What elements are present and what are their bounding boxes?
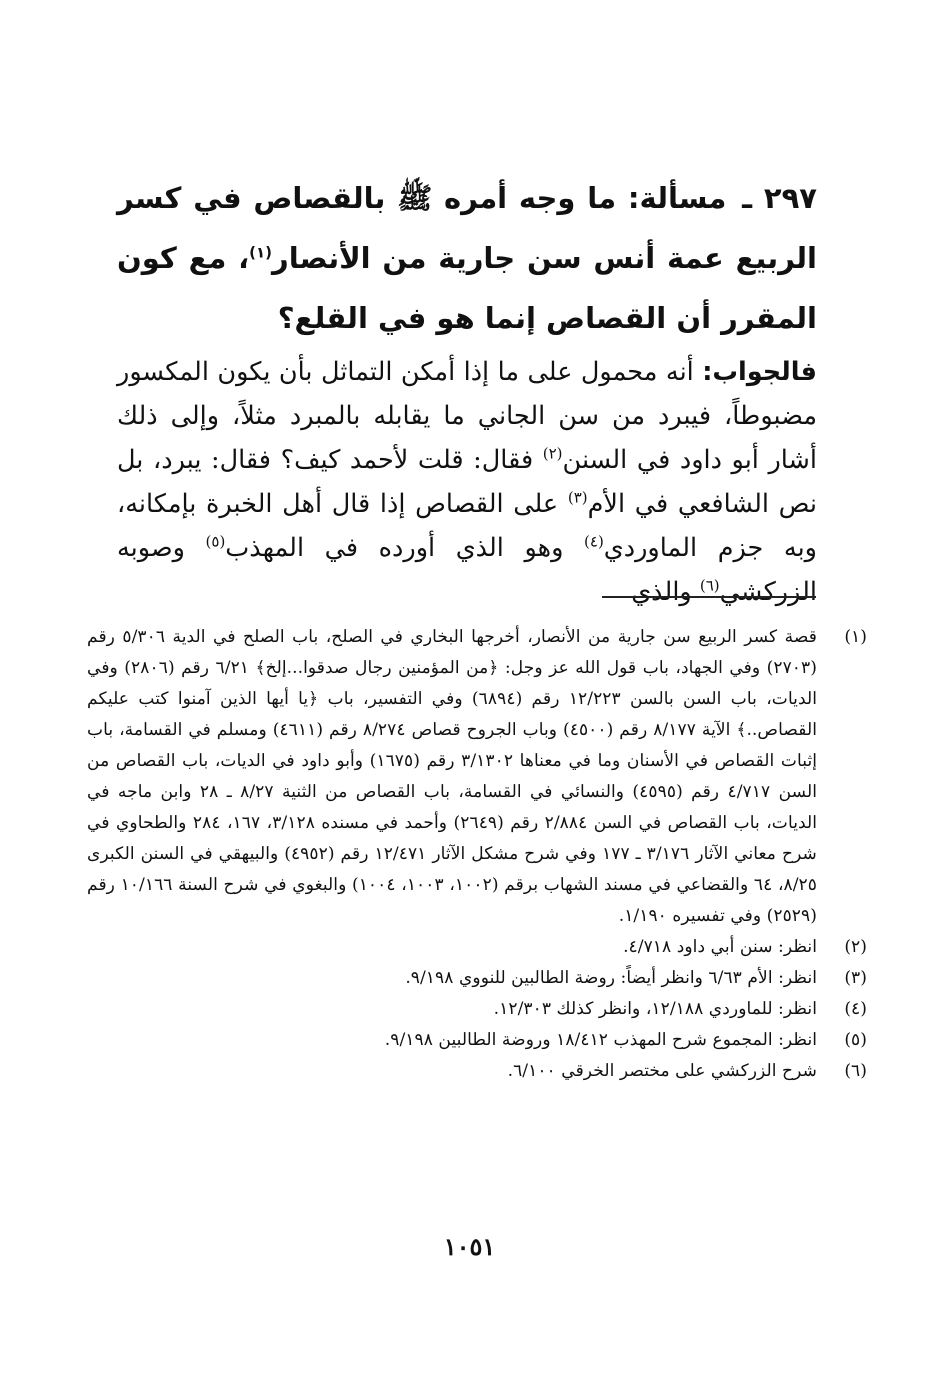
footnote-ref-3[interactable]: (٣): [567, 488, 588, 507]
footnote-separator: [602, 596, 816, 598]
footnote-text: شرح الزركشي على مختصر الخرقي ٦/١٠٠.: [507, 1061, 817, 1081]
footnote-item: [87, 622, 867, 932]
question-text: مسألة: ما وجه أمره ﷺ بالقصاص في كسر الربيع عمة أنس سن جارية من الأنصار: [117, 181, 818, 275]
question-number: ٢٩٧ ـ: [742, 181, 817, 215]
footnote-number: (٢): [844, 937, 867, 957]
footnote-item: [87, 963, 867, 994]
answer-text-4: وهو الذي أورده في المهذب: [225, 533, 585, 563]
footnote-text: انظر: الأم ٦/٦٣ وانظر أيضاً: روضة الطالبين للنووي ٩/١٩٨.: [405, 968, 817, 988]
answer-paragraph: [117, 350, 817, 614]
footnote-ref-5[interactable]: (٥): [205, 532, 226, 551]
footnote-item: [87, 1025, 867, 1056]
footnote-ref-4[interactable]: (٤): [584, 532, 604, 551]
footnote-item: [87, 932, 867, 963]
footnote-number: (٤): [844, 999, 867, 1019]
question-text-end: ، مع كون المقرر أن القصاص إنما هو في القلع؟: [117, 241, 817, 335]
answer-text-5: وصوبه الزركشي: [117, 533, 817, 607]
footnote-text: انظر: للماوردي ١٢/١٨٨، وانظر كذلك ١٢/٣٠٣.: [493, 999, 817, 1019]
answer-text-2: فقال: قلت لأحمد كيف؟ فقال: يبرد، بل نص الشافعي في الأم: [117, 445, 817, 519]
footnote-text: انظر: سنن أبي داود ٤/٧١٨.: [623, 937, 817, 957]
footnote-text: قصة كسر الربيع سن جارية من الأنصار، أخرجها البخاري في الصلح، باب الصلح في الدية ٥/٣٠٦ رقم (٢٧٠٣) وفي الجهاد، باب قول الله عز وجل: ﴿من المؤمنين رجال صدقوا...إلخ﴾ ٦/٢١ رقم (٢٨٠٦) وفي الديات، باب السن بالسن ١٢/٢٢٣ رقم (٦٨٩٤) وفي التفسير، باب ﴿يا أيها الذين آمنوا كتب عليكم القصاص..﴾ الآية ٨/١٧٧ رقم (٤٥٠٠) وباب الجروح قصاص ٨/٢٧٤ رقم (٤٦١١) ومسلم في القسامة، باب إثبات القصاص في الأسنان وما في معناها ٣/١٣٠٢ رقم (١٦٧٥) وأبو داود في الديات، باب القصاص من السن ٤/٧١٧ رقم (٤٥٩٥) والنسائي في القسامة، باب القصاص من الثنية ٨/٢٧ ـ ٢٨ وابن ماجه في الديات، باب القصاص في السن ٢/٨٨٤ رقم (٢٦٤٩) وأحمد في مسنده ٣/١٢٨، ١٦٧، ٢٨٤ والطحاوي في شرح معاني الآثار ٣/١٧٦ ـ ١٧٧ وفي شرح مشكل الآثار ١٢/٤٧١ رقم (٤٩٥٢) والبيهقي في السنن الكبرى ٨/٢٥، ٦٤ والقضاعي في مسند الشهاب برقم (١٠٠٢، ١٠٠٣، ١٠٠٤) والبغوي في شرح السنة ١٠/١٦٦ رقم (٢٥٢٩) وفي تفسيره ١/١٩٠.: [87, 627, 818, 926]
footnote-ref-6[interactable]: (٦): [699, 576, 720, 595]
footnote-item: [87, 994, 867, 1025]
page-number: ١٠٥١: [443, 1232, 496, 1261]
footnote-item: [87, 1056, 867, 1087]
footnote-number: (٣): [844, 968, 867, 988]
answer-text-6: والذي: [631, 577, 700, 607]
answer-text-3: على القصاص إذا قال أهل الخبرة بإمكانه، وبه جزم الماوردي: [117, 489, 817, 563]
footnote-number: (١): [844, 627, 867, 647]
footnote-text: انظر: المجموع شرح المهذب ١٨/٤١٢ وروضة الطالبين ٩/١٩٨.: [384, 1030, 817, 1050]
answer-lead: فالجواب:: [702, 357, 817, 387]
question-heading: [117, 168, 817, 348]
footnote-ref-1[interactable]: (١): [249, 243, 273, 262]
footnotes-list: [87, 622, 867, 1087]
footnote-ref-2[interactable]: (٢): [542, 444, 563, 463]
footnote-number: (٦): [844, 1061, 867, 1081]
answer-text-1: أنه محمول على ما إذا أمكن التماثل بأن يكون المكسور مضبوطاً، فيبرد من سن الجاني ما يقابله بالمبرد مثلاً، وإلى ذلك أشار أبو داود في السنن: [117, 357, 818, 475]
footnote-number: (٥): [844, 1030, 867, 1050]
